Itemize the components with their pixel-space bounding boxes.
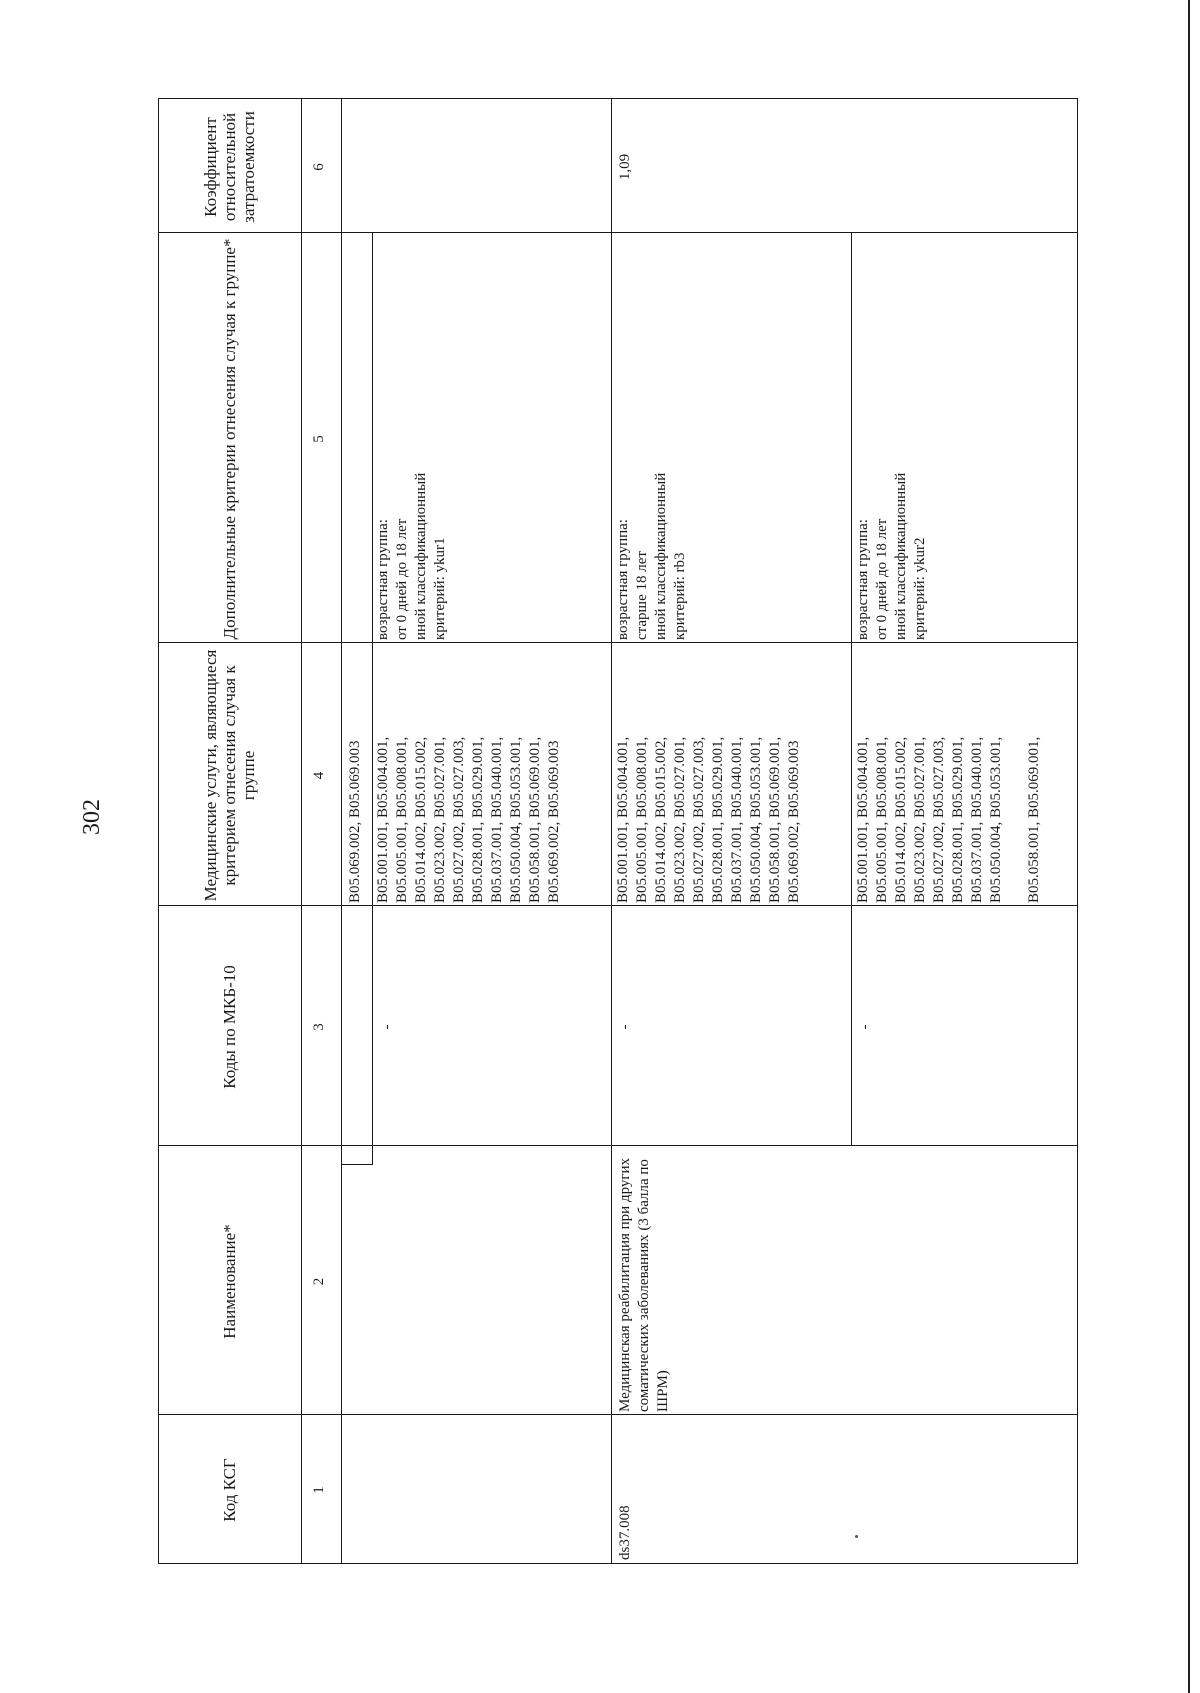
row2-name: Медицинская реабилитация при других соматических заболеваниях (3 балла по ШРМ): [617, 1157, 671, 1412]
row-divider: [341, 99, 342, 1563]
col-number: 5: [311, 435, 327, 443]
row3-mkb: -: [857, 1024, 873, 1030]
subrow-divider: [372, 906, 373, 1165]
subrow-divider: [851, 233, 852, 906]
col-number: 2: [311, 1277, 327, 1286]
col-number: 6: [311, 163, 327, 171]
header-mkb: Коды по МКБ-10: [219, 965, 239, 1089]
header-services: Медицинские услуги, являющиеся критерием отнесения случая к группе: [200, 649, 258, 902]
row1-services-b: B05.001.001, B05.004.001, B05.005.001, B05.008.001, B05.014.002, B05.015.002, B05.023.002, B05.027.001, B05.027.002, B05.027.003, B05.028.001, B05.029.001, B05.037.001, B05.040.001, B05.050.004, B05.053.001, B05.058.001, B05.069.001, B05.069.002, B05.069.003: [375, 736, 562, 903]
subrow-divider: [851, 906, 852, 1146]
row2-mkb: -: [617, 1024, 633, 1030]
row1-mkb: -: [379, 1024, 395, 1030]
row3-services: B05.001.001, B05.004.001, B05.005.001, B05.008.001, B05.014.002, B05.015.002, B05.023.002, B05.027.001, B05.027.002, B05.027.003, B05.028.001, B05.029.001, B05.037.001, B05.040.001, B05.050.004, B05.053.001, B05.058.001, B05.069.001,: [855, 736, 1042, 903]
subrow-divider: [372, 233, 373, 906]
header-code: Код КСГ: [219, 1458, 239, 1522]
tariff-table: [158, 98, 1078, 1564]
row-divider: [301, 99, 302, 1563]
row1-services-a: B05.069.002, B05.069.003: [347, 740, 363, 903]
row1-criteria: возрастная группа: от 0 дней до 18 лет иной классификационный критерий: ykur1: [375, 472, 448, 640]
col-number: 1: [311, 1486, 327, 1494]
col-number: 3: [311, 1023, 327, 1031]
scan-edge: [1188, 0, 1190, 1693]
col-number: 4: [311, 771, 327, 780]
row3-criteria: возрастная группа: от 0 дней до 18 лет иной классификационный критерий: ykur2: [855, 472, 928, 640]
header-criteria: Дополнительные критерии отнесения случая к группе*: [219, 238, 239, 640]
row2-coefficient: 1,09: [617, 153, 633, 181]
row2-services: B05.001.001, B05.004.001, B05.005.001, B05.008.001, B05.014.002, B05.015.002, B05.023.002, B05.027.001, B05.027.002, B05.027.003, B05.028.001, B05.029.001, B05.037.001, B05.040.001, B05.050.004, B05.053.001, B05.058.001, B05.069.001, B05.069.002, B05.069.003: [615, 736, 802, 903]
header-name: Наименование*: [219, 1224, 239, 1339]
row-divider: [611, 99, 612, 1563]
page-number: 302: [79, 799, 105, 835]
subrow-divider: [341, 1164, 372, 1165]
header-coefficient: Коэффициент относительной затратоемкости: [200, 111, 258, 223]
row2-code: ds37.008: [617, 1505, 633, 1560]
row2-criteria: возрастная группа: старше 18 лет иной классификационный критерий: rb3: [615, 472, 688, 640]
